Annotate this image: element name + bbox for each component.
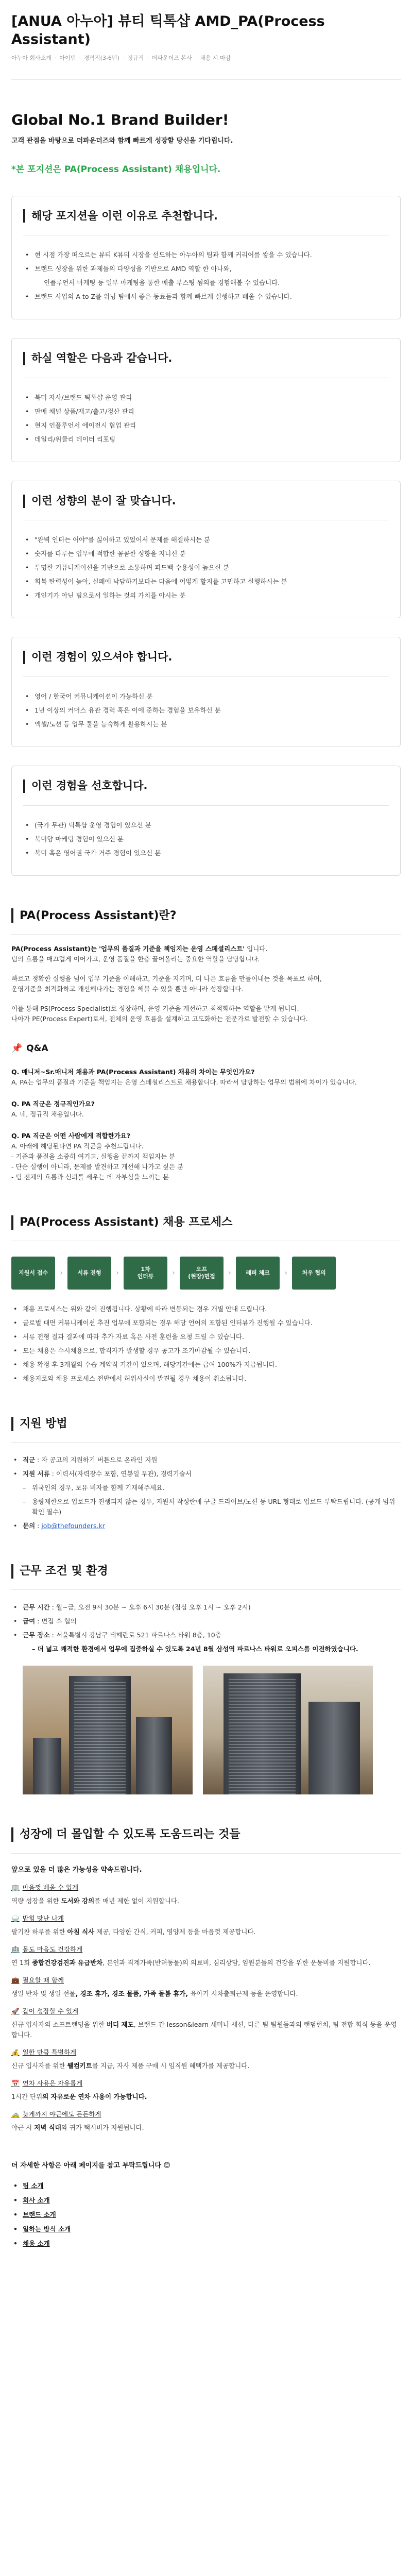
qa-question: Q. PA 직군은 어떤 사람에게 적합한가요? <box>11 1131 131 1140</box>
heading-bar <box>11 1215 13 1230</box>
benefit-desc-a: 1시간 단위 <box>11 2093 43 2101</box>
list-item: • 브랜드 성장을 위한 과제들의 다양성을 기반으로 AMD 역할 한 아나와, <box>23 264 389 274</box>
pa-growth-paragraph <box>11 1004 401 1024</box>
apply-label-separator: : <box>35 1522 42 1530</box>
section-divider <box>11 1589 401 1590</box>
benefit-item <box>11 1883 401 1906</box>
list-item: • 북미향 마케팅 경험이 있으신 분 <box>23 834 389 844</box>
qa-question: Q. 매니저~Sr.매니저 채용과 PA(Process Assistant) 채용의 차이는 무엇인가요? <box>11 1067 255 1076</box>
list-item <box>11 2224 401 2234</box>
office-photo-street <box>203 1666 373 1794</box>
list-item: • 숫자를 다루는 업무에 적합한 꼼꼼한 성향을 지니신 분 <box>23 549 389 559</box>
list-item: • 글로벌 대면 커뮤니케이션 추진 업무에 포함되는 경우 해당 언어의 포함된 인터뷰가 진행될 수 있습니다. <box>11 1318 401 1328</box>
card-list <box>23 250 389 302</box>
benefit-item <box>11 1944 401 1968</box>
condition-label: 급여 <box>23 1617 36 1625</box>
benefit-description <box>11 2020 401 2040</box>
arrow-right-icon: › <box>60 1268 63 1277</box>
card-heading <box>23 649 389 666</box>
list-item <box>11 2210 401 2220</box>
benefit-desc-b: 웰컴키트 <box>67 2062 92 2070</box>
card-list <box>23 393 389 445</box>
apply-section <box>11 1415 401 1531</box>
breadcrumb-separator: · <box>147 55 149 62</box>
info-card <box>11 766 401 876</box>
heading-bar <box>11 1564 13 1579</box>
pa-goal-line1: 빠르고 정확한 실행을 넘어 업무 기준을 이해하고, 기준을 지키며, 더 나은 흐름을 만들어내는 것을 목표로 하며, <box>11 974 322 982</box>
benefit-desc-b: 도서와 강의 <box>61 1897 95 1905</box>
benefit-desc-a: 신규 입사자의 소프트랜딩을 위한 <box>11 2021 107 2029</box>
card-list <box>23 535 389 601</box>
benefit-title <box>11 2109 401 2120</box>
benefit-description <box>11 1927 401 1937</box>
benefit-item <box>11 1913 401 1937</box>
card-list <box>23 691 389 730</box>
section-heading <box>11 907 401 925</box>
condition-separator: : <box>35 1617 42 1625</box>
building-windows <box>74 1681 126 1794</box>
benefit-title-text: 일한 만큼 특별하게 <box>22 2048 77 2057</box>
section-divider <box>11 1853 401 1854</box>
card-title: 해당 포지션을 이런 이유로 추천합니다. <box>31 209 218 222</box>
benefit-title-text: 연차 사용은 자유롭게 <box>22 2079 83 2088</box>
list-item: • 투명한 커뮤니케이션을 기반으로 소통하며 피드백 수용성이 높으신 분 <box>23 563 389 573</box>
info-card <box>11 481 401 619</box>
apply-label-separator: : <box>35 1456 42 1464</box>
benefit-desc-c: 를 지급, 자사 제품 구매 시 임직원 혜택가를 제공합니다. <box>92 2062 250 2070</box>
card-heading <box>23 208 389 225</box>
benefit-item <box>11 1975 401 1999</box>
list-item <box>11 1483 401 1493</box>
qa-answer: A. 네, 정규직 채용입니다. <box>11 1110 84 1118</box>
qa-answer: A. PA는 업무의 품질과 기준을 책임지는 운영 스페셜리스트로 채용합니다. 따라서 담당하는 업무의 범위에 차이가 있습니다. <box>11 1078 357 1086</box>
benefit-emoji-icon: 📅 <box>11 2079 20 2088</box>
pin-icon: 📌 <box>11 1043 23 1054</box>
breadcrumb-item-0[interactable]: 아누아 회사소개 <box>11 55 52 62</box>
benefit-desc-b: 아침 식사 <box>67 1928 95 1936</box>
list-item: • 현지 인플루언서 에이전시 협업 관리 <box>23 420 389 431</box>
benefit-desc-a: 야근 시 <box>11 2124 35 2132</box>
list-item: • 북미 혹은 영어권 국가 거주 경험이 있으신 분 <box>23 848 389 858</box>
list-item <box>11 1630 401 1640</box>
header-divider <box>11 79 401 80</box>
condition-separator: : <box>49 1631 56 1639</box>
benefit-emoji-icon: 💰 <box>11 2048 20 2057</box>
list-item: • 서류 전형 결과 결과에 따라 추가 자료 혹은 사전 훈련을 요청 드릴 수 있습니다. <box>11 1332 401 1342</box>
hiring-process-section <box>11 1213 401 1384</box>
process-flow <box>11 1257 401 1290</box>
benefit-list <box>11 1883 401 2133</box>
pa-goal-paragraph <box>11 974 401 994</box>
pa-growth-line1: 이를 통해 PS(Process Specialist)로 성장하며, 운영 기준을 개선하고 최적화하는 역할을 맡게 됩니다. <box>11 1004 299 1012</box>
more-info-title: 더 자세한 사항은 아래 페이지를 참고 부탁드립니다 😊 <box>11 2162 170 2170</box>
qa-list <box>11 1067 401 1182</box>
card-title: 하실 역할은 다음과 같습니다. <box>31 352 173 365</box>
process-step: 오프 (현장)면접 <box>180 1257 224 1290</box>
card-title: 이런 성향의 분이 잘 맞습니다. <box>31 494 176 507</box>
benefit-description <box>11 1958 401 1968</box>
list-item: • 현 시점 가장 떠오르는 뷰티 K뷰티 시장을 선도하는 아누아의 팀과 함께 커리어를 쌓을 수 있습니다. <box>23 250 389 260</box>
qa-answer-detail: - 팀 전체의 흐름과 신뢰를 세우는 데 자부심을 느끼는 분 <box>11 1173 169 1181</box>
section-heading <box>11 1415 401 1433</box>
process-notes <box>11 1304 401 1384</box>
list-item: • 1년 이상의 커머스 유관 경력 혹은 이에 준하는 경험을 보유하신 분 <box>23 705 389 716</box>
more-info-link[interactable]: 회사 소개 <box>23 2196 50 2205</box>
benefits-intro: 앞으로 있을 더 많은 가능성을 약속드립니다. <box>11 1866 142 1874</box>
list-item: • 판매 채널 상품/재고/출고/정산 관리 <box>23 406 389 417</box>
list-item <box>11 1616 401 1626</box>
benefit-title <box>11 1913 401 1924</box>
card-heading <box>23 777 389 795</box>
qa-question: Q. PA 직군은 정규직인가요? <box>11 1099 95 1108</box>
arrow-right-icon: › <box>284 1268 287 1277</box>
apply-text: 자 공고의 지원하기 버튼으로 온라인 지원 <box>41 1456 158 1464</box>
benefit-description <box>11 2123 401 2133</box>
office-photo-tower <box>23 1666 193 1794</box>
card-body <box>23 235 389 302</box>
section-heading <box>11 1562 401 1580</box>
breadcrumb-separator: · <box>79 55 81 62</box>
info-card <box>11 338 401 462</box>
condition-text: 서울특별시 강남구 테헤란로 521 파르나스 타워 8층, 10층 <box>56 1631 221 1639</box>
benefit-title-text: 필요할 때 함께 <box>22 1976 64 1985</box>
section-divider <box>11 1442 401 1443</box>
heading-bar <box>23 209 25 223</box>
benefit-title-text: 같이 성장할 수 있게 <box>22 2007 79 2015</box>
benefit-emoji-icon: 🚀 <box>11 2007 20 2015</box>
card-body <box>23 676 389 730</box>
pa-growth-line2: 나아가 PE(Process Expert)로서, 전체의 운영 흐름을 설계하고 고도화하는 전문가로 발전할 수 있습니다. <box>11 1014 308 1023</box>
heading-bar <box>11 1827 13 1842</box>
building-windows <box>229 1679 296 1794</box>
pa-intro-paragraph <box>11 944 401 964</box>
conditions-title: 근무 조건 및 환경 <box>20 1565 108 1578</box>
job-title: [ANUA 아누아] 뷰티 틱톡샵 AMD_PA(Process Assistant) <box>11 13 325 48</box>
benefit-desc-b: , 경조 휴가, 경조 물품, 가족 돌봄 휴가, <box>75 1990 191 1998</box>
more-info-link[interactable]: 브랜드 소개 <box>23 2211 56 2219</box>
apply-label: 직군 <box>23 1456 36 1464</box>
qa-answer-detail: - 단순 실행이 아니라, 문제를 발견하고 개선해 나가고 싶은 분 <box>11 1162 184 1171</box>
heading-bar <box>23 651 25 664</box>
card-title: 이런 경험을 선호합니다. <box>31 779 148 792</box>
list-item: • 회복 탄력성이 높아, 실패에 낙담하기보다는 다음에 어떻게 할지를 고민하고 실행하시는 분 <box>23 577 389 587</box>
benefit-desc-c: , 브랜드 간 lesson&learn 세미나 세션, 다른 팀 팀원들과의 랜덤런치, 팀 전합 회식 등을 운영합니다. <box>11 2021 397 2039</box>
benefit-desc-a: 신규 입사자를 위한 <box>11 2062 67 2070</box>
list-item <box>11 1469 401 1479</box>
list-item: • 모든 채용은 수시채용으로, 합격자가 발생할 경우 공고가 조기마감될 수 있습니다. <box>11 1346 401 1356</box>
benefit-desc-a: 연 1회 <box>11 1959 32 1967</box>
list-item: 인플루언서 마케팅 등 일부 마케팅을 통한 매출 부스팅 됨의를 경험해볼 수 있습니다. <box>44 279 280 287</box>
process-step: 1차 인터뷰 <box>124 1257 167 1290</box>
office-note-text: 더 넓고 쾌적한 환경에서 업무에 집중하실 수 있도록 24년 8월 삼성역 파르나스 타워로 오피스를 이전하였습니다. <box>37 1645 358 1653</box>
office-photos <box>11 1666 401 1794</box>
list-item <box>11 2181 401 2191</box>
benefit-desc-c: , 본인과 직계가족(반려동물)의 의료비, 심리상담, 임원분들의 건강을 위한 운동비를 지원합니다. <box>102 1959 371 1967</box>
breadcrumb-item-2[interactable]: 경력직(3-6년) <box>83 55 119 62</box>
benefit-desc-a: 팔기찬 하루를 위한 <box>11 1928 67 1936</box>
pa-intro-line2: 팀의 흐름을 매끄럽게 이어가고, 운영 품질을 한층 끌어올리는 중요한 역할을 담당합니다. <box>11 955 260 963</box>
benefit-desc-a: 생일 반차 및 생일 선물 <box>11 1990 76 1998</box>
heading-bar <box>23 495 25 508</box>
benefit-title <box>11 1944 401 1955</box>
benefit-desc-c: 와 귀가 택시비가 지원됩니다. <box>61 2124 144 2132</box>
apply-text: 이력서(자력장수 포함, 연봉일 무관), 경력기술서 <box>56 1470 192 1478</box>
pa-intro-emphasis: PA(Process Assistant)는 '업무의 품질과 기준을 책임지는 운영 스페셜리스트' <box>11 944 245 953</box>
benefit-item <box>11 2078 401 2102</box>
conditions-section <box>11 1562 401 1794</box>
benefit-desc-b: 의 자유로운 연차 사용이 가능합니다. <box>42 2093 147 2101</box>
benefit-desc-b: 저녁 식대 <box>34 2124 61 2132</box>
benefit-title <box>11 1883 401 1893</box>
breadcrumb-separator: · <box>54 55 57 62</box>
benefit-emoji-icon: 🍚 <box>11 1914 20 1923</box>
process-step: 지원서 접수 <box>11 1257 55 1290</box>
benefit-emoji-icon: 💼 <box>11 1976 20 1985</box>
benefit-desc-a: 역량 성장을 위한 <box>11 1897 61 1905</box>
list-item: • (국가 무관) 틱톡샵 운영 경험이 있으신 분 <box>23 820 389 831</box>
breadcrumb-separator: · <box>195 55 197 62</box>
breadcrumb-item-5[interactable]: 채용 시 마감 <box>200 55 231 62</box>
heading-bar <box>11 1417 13 1431</box>
more-info-links <box>11 2181 401 2249</box>
benefit-title <box>11 1975 401 1986</box>
office-note <box>11 1644 401 1654</box>
benefit-title <box>11 2078 401 2089</box>
hero-title: Global No.1 Brand Builder! <box>11 111 229 128</box>
card-list <box>23 820 389 858</box>
benefit-desc-b: 종합건강검진과 유급반차 <box>32 1959 103 1967</box>
building-shape <box>136 1717 172 1794</box>
more-info-link[interactable]: 팀 소개 <box>23 2182 44 2190</box>
list-item <box>11 2195 401 2206</box>
benefit-description <box>11 2061 401 2071</box>
list-item <box>11 1602 401 1613</box>
apply-label-separator: : <box>49 1470 56 1478</box>
condition-text: 월~금, 오전 9시 30분 ~ 오후 6시 30분 (점심 오후 1시 ~ 오후 2시) <box>56 1603 251 1612</box>
apply-label: 지원 서류 <box>23 1470 50 1478</box>
list-item: • 북미 자사/브랜드 틱톡샵 운영 관리 <box>23 393 389 403</box>
list-item: • 채용지로와 채용 프로세스 전반에서 허위사실이 발견될 경우 채용이 취소됩니다. <box>11 1374 401 1384</box>
section-heading <box>11 1213 401 1231</box>
heading-bar <box>23 352 25 365</box>
info-card <box>11 637 401 747</box>
list-item <box>11 1497 401 1517</box>
benefit-desc-c: 제공, 다양한 간식, 커피, 영양제 등을 마음껏 제공합니다. <box>94 1928 256 1936</box>
breadcrumb-item-3[interactable]: 정규직 <box>127 55 144 62</box>
list-item <box>11 1455 401 1465</box>
condition-label: 근무 시간 <box>23 1603 50 1612</box>
benefit-description <box>11 1989 401 1999</box>
benefit-description <box>11 1896 401 1906</box>
more-info-link[interactable]: 채용 소개 <box>23 2240 50 2248</box>
benefit-title-text: 밥힘 맛난 나게 <box>22 1914 64 1923</box>
list-item <box>11 2239 401 2249</box>
benefit-desc-c: 를 매년 제한 없이 지원합니다. <box>94 1897 179 1905</box>
hero-subtitle: 고객 관점을 바탕으로 더파운더즈와 함께 빠르게 성장할 당신을 기다립니다. <box>11 137 233 145</box>
section-divider <box>11 934 401 935</box>
requirement-cards <box>11 196 401 876</box>
apply-list <box>11 1455 401 1531</box>
qa-title-text: Q&A <box>26 1043 48 1054</box>
benefit-title-text: 늦게까지 야근에도 든든하게 <box>22 2110 101 2119</box>
list-item: • 채용 프로세스는 위와 같이 진행됩니다. 상황에 따라 변동되는 경우 개별 안내 드립니다. <box>11 1304 401 1314</box>
breadcrumb-item-4[interactable]: 더파운더즈 본사 <box>151 55 192 62</box>
card-heading <box>23 350 389 367</box>
heading-bar <box>11 908 13 923</box>
apply-label: 문의 <box>23 1522 36 1530</box>
list-item: • 엑셀/노션 등 업무 툴을 능숙하게 활용하시는 분 <box>23 719 389 730</box>
apply-title: 지원 방법 <box>20 1417 67 1431</box>
benefit-description <box>11 2092 401 2102</box>
qa-answer-detail: - 기준과 품질을 소중히 여기고, 실행을 끝까지 책임지는 분 <box>11 1152 175 1160</box>
benefit-emoji-icon: 🚕 <box>11 2110 20 2119</box>
breadcrumb-item-1[interactable]: 아이템 <box>59 55 76 62</box>
qa-answer: A. 아래에 해당된다면 PA 직군을 추천드립니다. <box>11 1142 144 1150</box>
office-note-dash: – <box>32 1645 38 1653</box>
more-info-link[interactable]: 일하는 방식 소개 <box>23 2225 71 2233</box>
pa-section-title: PA(Process Assistant)란? <box>20 909 177 922</box>
benefit-item <box>11 2047 401 2071</box>
arrow-right-icon: › <box>172 1268 175 1277</box>
list-item: • 브랜드 사업의 A to Z를 위닝 팀에서 좋은 동료들과 함께 빠르게 실행하고 배울 수 있습니다. <box>23 292 389 302</box>
section-heading <box>11 1825 401 1843</box>
arrow-right-icon: › <box>116 1268 119 1277</box>
benefit-item <box>11 2109 401 2133</box>
process-step: 레퍼 체크 <box>236 1257 280 1290</box>
pa-intro-suffix: 입니다. <box>245 944 268 953</box>
benefit-title-text: 몸도 마음도 건강하게 <box>22 1945 83 1954</box>
list-item <box>11 1521 401 1531</box>
list-item: • 영어 / 한국어 커뮤니케이션이 가능하신 분 <box>23 691 389 702</box>
arrow-right-icon: › <box>228 1268 231 1277</box>
info-card <box>11 196 401 320</box>
condition-separator: : <box>49 1603 56 1612</box>
benefit-item <box>11 2006 401 2040</box>
heading-bar <box>23 779 25 793</box>
conditions-list <box>11 1602 401 1640</box>
condition-label: 근무 장소 <box>23 1631 50 1639</box>
benefit-emoji-icon: 🏥 <box>11 1945 20 1954</box>
process-step: 처우 협의 <box>292 1257 336 1290</box>
list-item: • "완벽 인터는 어야"를 싫어하고 있었어서 문제를 해결하시는 분 <box>23 535 389 545</box>
breadcrumb <box>11 54 401 63</box>
card-body <box>23 378 389 445</box>
list-item: • 개인기가 아닌 팀으로서 일하는 것의 가치를 아시는 분 <box>23 590 389 601</box>
pa-definition-section <box>11 907 401 1182</box>
breadcrumb-separator: · <box>122 55 125 62</box>
building-shape <box>308 1702 360 1794</box>
hero-note: *본 포지션은 PA(Process Assistant) 채용입니다. <box>11 164 221 175</box>
benefit-title <box>11 2047 401 2058</box>
benefits-section <box>11 1825 401 2133</box>
benefit-desc-c: 육아기 시차출퇴근제 등을 운영합니다. <box>190 1990 298 1998</box>
process-title: PA(Process Assistant) 채용 프로세스 <box>20 1215 233 1229</box>
card-body <box>23 805 389 858</box>
card-title: 이런 경험이 있으셔야 합니다. <box>31 651 173 664</box>
process-step: 서류 전형 <box>67 1257 111 1290</box>
building-shape <box>33 1738 61 1794</box>
contact-email-link[interactable]: job@thefounders.kr <box>41 1522 105 1530</box>
condition-text: 면접 후 협의 <box>41 1617 77 1625</box>
pa-goal-line2: 운영기준을 최적화하고 개선해나가는 경험을 해볼 수 있을 뿐만 아니라 성장합니다. <box>11 985 244 993</box>
qa-title <box>11 1042 401 1056</box>
benefit-title <box>11 2006 401 2016</box>
benefit-title-text: 마음껏 배울 수 있게 <box>22 1884 79 1892</box>
apply-text: 위국인의 경우, 보유 비자를 함께 기재해주세요. <box>32 1484 165 1492</box>
list-item: • 채용 확정 후 3개월의 수습 계약직 기간이 있으며, 해당기간에는 급여 100%가 지급됩니다. <box>11 1360 401 1370</box>
benefits-title: 성장에 더 몰입할 수 있도록 도움드리는 것들 <box>20 1828 241 1841</box>
benefit-desc-b: 버디 제도 <box>106 2021 134 2029</box>
card-body <box>23 520 389 601</box>
apply-text: 용량제한으로 업로드가 진행되지 않는 경우, 지원서 작성란에 구글 드라이브/노션 등 URL 형태로 업로드 부탁드립니다. (공개 범위 확인 필수) <box>32 1498 396 1516</box>
list-item: • 데일리/위클리 데이터 리포팅 <box>23 434 389 445</box>
card-heading <box>23 493 389 510</box>
benefit-emoji-icon: 🏢 <box>11 1884 20 1892</box>
